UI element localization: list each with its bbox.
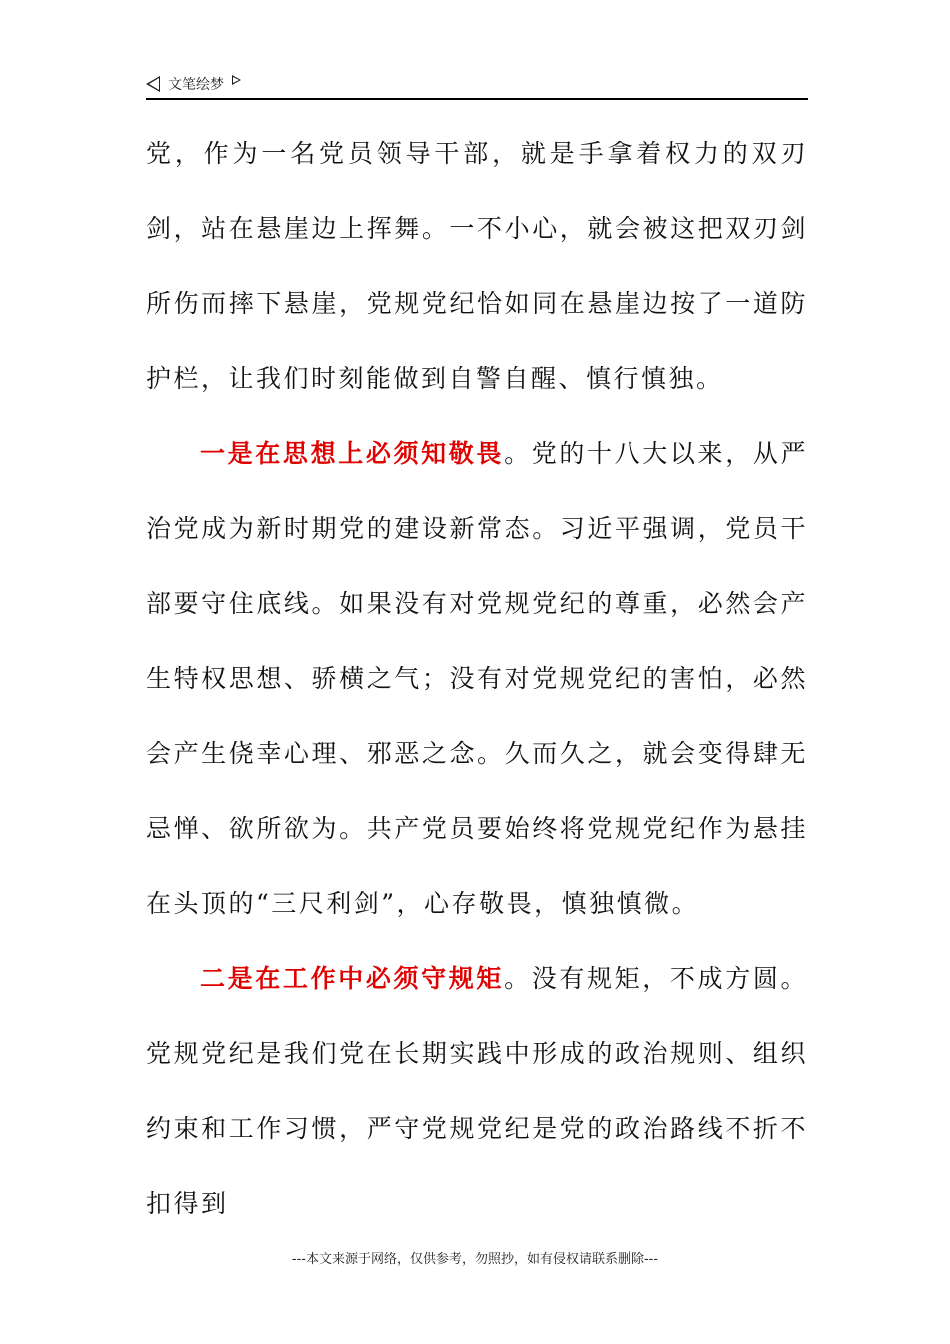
footer-notice: ---本文来源于网络，仅供参考，勿照抄，如有侵权请联系删除---	[291, 1252, 659, 1267]
paragraph-3	[146, 941, 808, 1241]
paragraph-1-text: 党，作为一名党员领导干部，就是手拿着权力的双刃剑，站在悬崖边上挥舞。一不小心，就会被这把双刃剑所伤而摔下悬崖，党规党纪恰如同在悬崖边按了一道防护栏，让我们时刻能做到自警自醒、慎行慎独。	[146, 139, 808, 393]
paragraph-2-heading: 一是在思想上必须知敬畏	[200, 439, 505, 468]
triangle-right-icon	[232, 75, 241, 85]
triangle-left-icon	[146, 76, 160, 92]
paragraph-2	[146, 416, 808, 941]
paragraph-2-text: 。党的十八大以来，从严治党成为新时期党的建设新常态。习近平强调，党员干部要守住底线。如果没有对党规党纪的尊重，必然会产生特权思想、骄横之气；没有对党规党纪的害怕，必然会产生侥幸心理、邪恶之念。久而久之，就会变得肆无忌惮、欲所欲为。共产党员要始终将党规党纪作为悬挂在头顶的“三尺利剑”，心存敬畏，慎独慎微。	[146, 439, 808, 918]
paragraph-1	[146, 116, 808, 416]
brand-name: 文笔绘梦	[168, 77, 224, 93]
paragraph-3-heading: 二是在工作中必须守规矩	[200, 964, 505, 993]
document-body	[146, 116, 808, 1241]
page-footer	[0, 1248, 950, 1267]
paragraph-3-text: 。没有规矩，不成方圆。党规党纪是我们党在长期实践中形成的政治规则、组织约束和工作习惯，严守党规党纪是党的政治路线不折不扣得到	[146, 964, 808, 1218]
page-header	[146, 72, 808, 100]
header-brand	[146, 74, 241, 94]
